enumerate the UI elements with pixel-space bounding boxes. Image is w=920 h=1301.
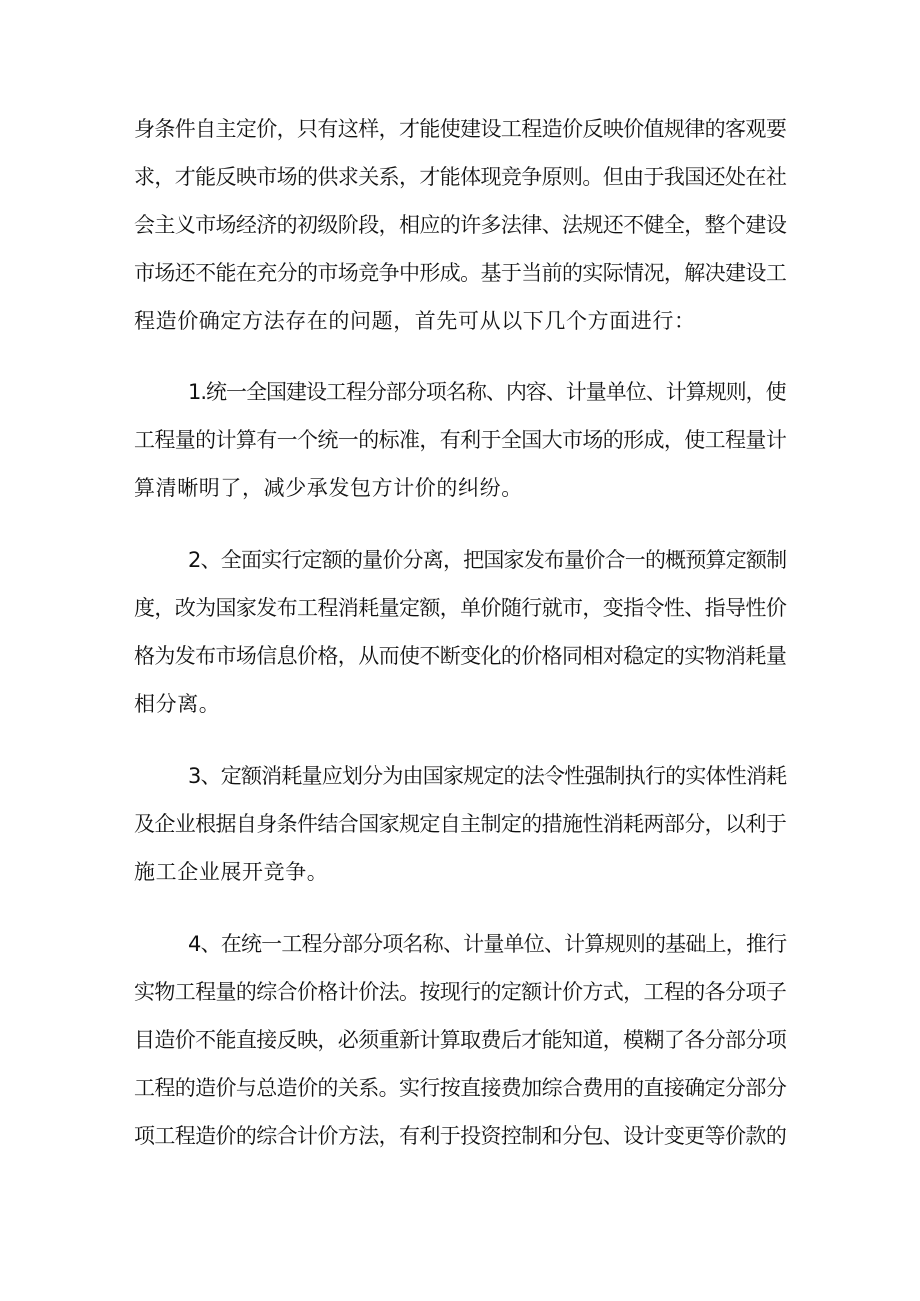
text-line: 相分离。 bbox=[134, 692, 221, 716]
text-line: 3、定额消耗量应划分为由国家规定的法令性强制执行的实体性消耗 bbox=[188, 764, 787, 788]
text-line: 会主义市场经济的初级阶段，相应的许多法律、法规还不健全，整个建设 bbox=[134, 213, 787, 237]
text-line: 算清晰明了，减少承发包方计价的纠纷。 bbox=[134, 476, 523, 500]
text-line: 格为发布市场信息价格，从而使不断变化的价格同相对稳定的实物消耗量 bbox=[134, 644, 787, 668]
text-line: 2、全面实行定额的量价分离，把国家发布量价合一的概预算定额制 bbox=[188, 548, 787, 572]
text-line: 项工程造价的综合计价方法，有利于投资控制和分包、设计变更等价款的 bbox=[134, 1124, 787, 1148]
text-line: 目造价不能直接反映，必须重新计算取费后才能知道，模糊了各分部分项 bbox=[134, 1028, 787, 1052]
text-line: 身条件自主定价，只有这样，才能使建设工程造价反映价值规律的客观要 bbox=[134, 117, 787, 141]
text-line: 程造价确定方法存在的问题，首先可从以下几个方面进行： bbox=[134, 309, 696, 333]
text-line: 度，改为国家发布工程消耗量定额，单价随行就市，变指令性、指导性价 bbox=[134, 596, 787, 620]
text-line: 施工企业展开竞争。 bbox=[134, 860, 329, 884]
text-line: 实物工程量的综合价格计价法。按现行的定额计价方式，工程的各分项子 bbox=[134, 980, 787, 1004]
text-line: 1.统一全国建设工程分部分项名称、内容、计量单位、计算规则，使 bbox=[188, 380, 786, 404]
text-line: 4、在统一工程分部分项名称、计量单位、计算规则的基础上，推行 bbox=[188, 932, 787, 956]
text-line: 求，才能反映市场的供求关系，才能体现竞争原则。但由于我国还处在社 bbox=[134, 165, 787, 189]
text-line: 及企业根据自身条件结合国家规定自主制定的措施性消耗两部分，以利于 bbox=[134, 812, 787, 836]
text-line: 工程的造价与总造价的关系。实行按直接费加综合费用的直接确定分部分 bbox=[134, 1076, 787, 1100]
text-line: 市场还不能在充分的市场竞争中形成。基于当前的实际情况，解决建设工 bbox=[134, 261, 787, 285]
text-line: 工程量的计算有一个统一的标准，有利于全国大市场的形成，使工程量计 bbox=[134, 428, 787, 452]
